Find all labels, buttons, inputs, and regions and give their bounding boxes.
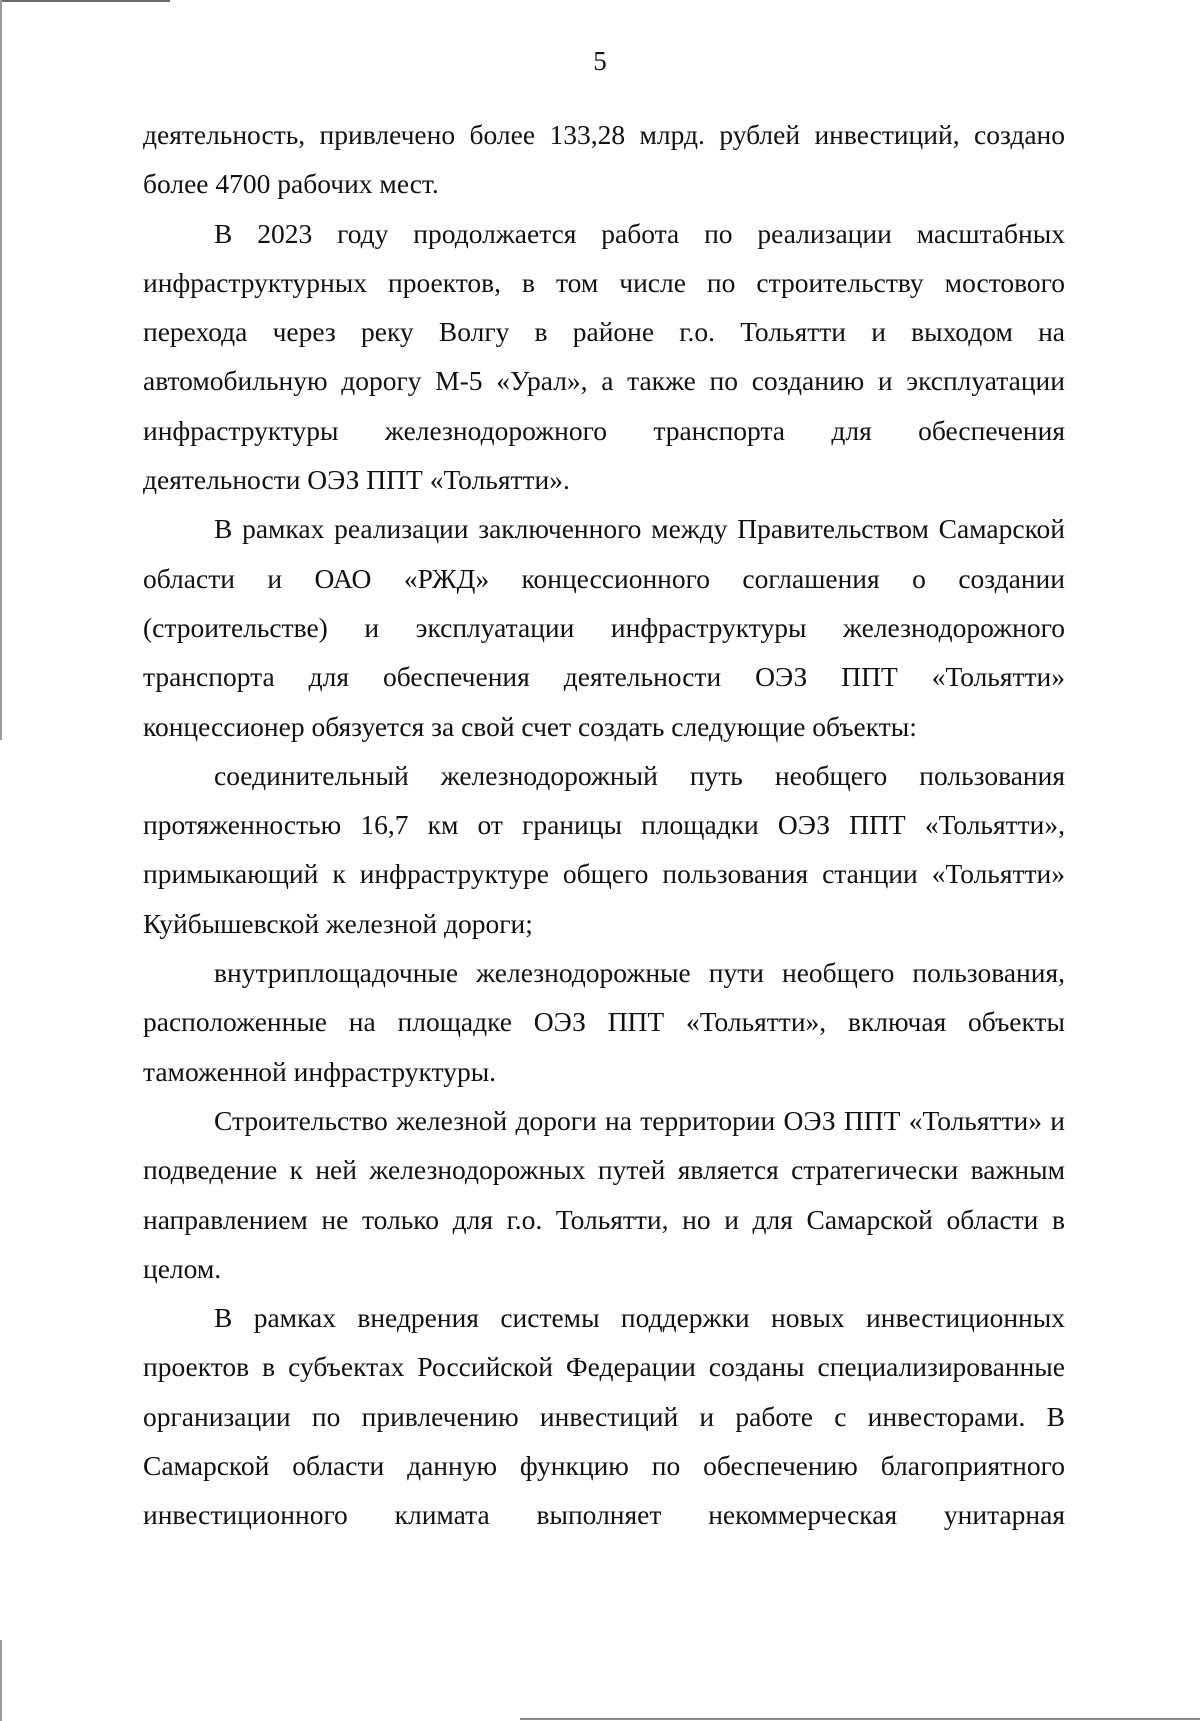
page-number: 5: [593, 46, 607, 76]
paragraph: В рамках внедрения системы поддержки новых инвестиционных проектов в субъектах Российской Федерации созданы специализированные организации по привлечению инвестиций и работе с инвесторами. В Самарской области данную функцию по обеспечению благоприятного инвестиционного климата выполняет некоммерческая унитарная: [143, 1302, 1065, 1531]
paragraph: В рамках реализации заключенного между Правительством Самарской области и ОАО «РЖД» концессионного соглашения о создании (строительстве) и эксплуатации инфраструктуры железнодорожного транспорта для обеспечения деятельности ОЭЗ ППТ «Тольятти» концессионер обязуется за свой счет создать следующие объекты:: [143, 513, 1065, 742]
paragraph: деятельность, привлечено более 133,28 млрд. рублей инвестиций, создано более 4700 рабочих мест.: [143, 119, 1065, 200]
paragraph: соединительный железнодорожный путь необщего пользования протяженностью 16,7 км от границы площадки ОЭЗ ППТ «Тольятти», примыкающий к инфраструктуре общего пользования станции «Тольятти» Куйбышевской железной дороги;: [143, 759, 1065, 939]
paragraph: внутриплощадочные железнодорожные пути необщего пользования, расположенные на площадке ОЭЗ ППТ «Тольятти», включая объекты таможенной инфраструктуры.: [143, 957, 1065, 1087]
scan-edge-bottom: [520, 1718, 1200, 1720]
body-text: [143, 110, 1065, 1540]
scan-edge-left: [0, 0, 2, 740]
paragraph: В 2023 году продолжается работа по реализации масштабных инфраструктурных проектов, в том числе по строительству мостового перехода через реку Волгу в районе г.о. Тольятти и выходом на автомобильную дорогу М-5 «Урал», а также по созданию и эксплуатации инфраструктуры железнодорожного транспорта для обеспечения деятельности ОЭЗ ППТ «Тольятти».: [143, 217, 1065, 496]
scan-edge-top: [0, 0, 170, 2]
paragraph: Строительство железной дороги на территории ОЭЗ ППТ «Тольятти» и подведение к ней железнодорожных путей является стратегически важным направлением не только для г.о. Тольятти, но и для Самарской области в целом.: [143, 1104, 1065, 1284]
scan-edge-left-lower: [0, 1640, 2, 1721]
